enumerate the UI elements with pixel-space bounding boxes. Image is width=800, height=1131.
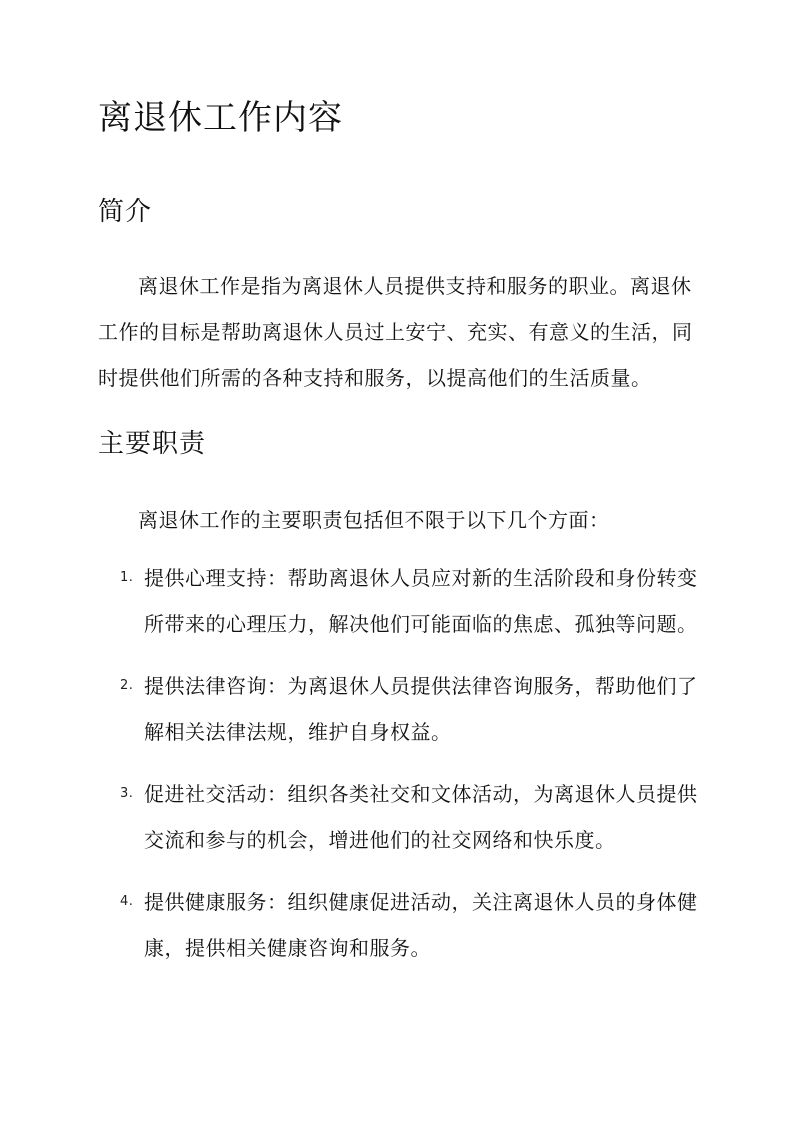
duty-list-item <box>120 771 700 863</box>
intro-heading: 简介 <box>98 197 153 227</box>
document-title: 离退休工作内容 <box>98 98 343 138</box>
duty-list-item <box>120 879 700 971</box>
duty-number: 1. <box>120 570 134 585</box>
duty-number: 2. <box>120 678 134 693</box>
intro-paragraph: 离退休工作是指为离退休人员提供支持和服务的职业。离退休工作的目标是帮助离退休人员过上安宁、充实、有意义的生活，同时提供他们所需的各种支持和服务，以提高他们的生活质量。 <box>98 274 693 390</box>
duty-list-item <box>120 555 700 647</box>
duty-number: 3. <box>120 786 134 801</box>
duty-text: 提供心理支持：帮助离退休人员应对新的生活阶段和身份转变所带来的心理压力，解决他们可能面临的焦虑、孤独等问题。 <box>144 566 698 636</box>
duty-list-item <box>120 663 700 755</box>
duties-list <box>120 555 700 971</box>
duty-text: 提供法律咨询：为离退休人员提供法律咨询服务，帮助他们了解相关法律法规，维护自身权益。 <box>144 674 698 744</box>
duty-text: 促进社交活动：组织各类社交和文体活动，为离退休人员提供交流和参与的机会，增进他们的社交网络和快乐度。 <box>144 782 698 852</box>
duty-text: 提供健康服务：组织健康促进活动，关注离退休人员的身体健康，提供相关健康咨询和服务。 <box>144 890 698 960</box>
duties-heading: 主要职责 <box>98 429 207 459</box>
duty-number: 4. <box>120 894 134 909</box>
duties-intro-paragraph: 离退休工作的主要职责包括但不限于以下几个方面： <box>138 508 610 532</box>
